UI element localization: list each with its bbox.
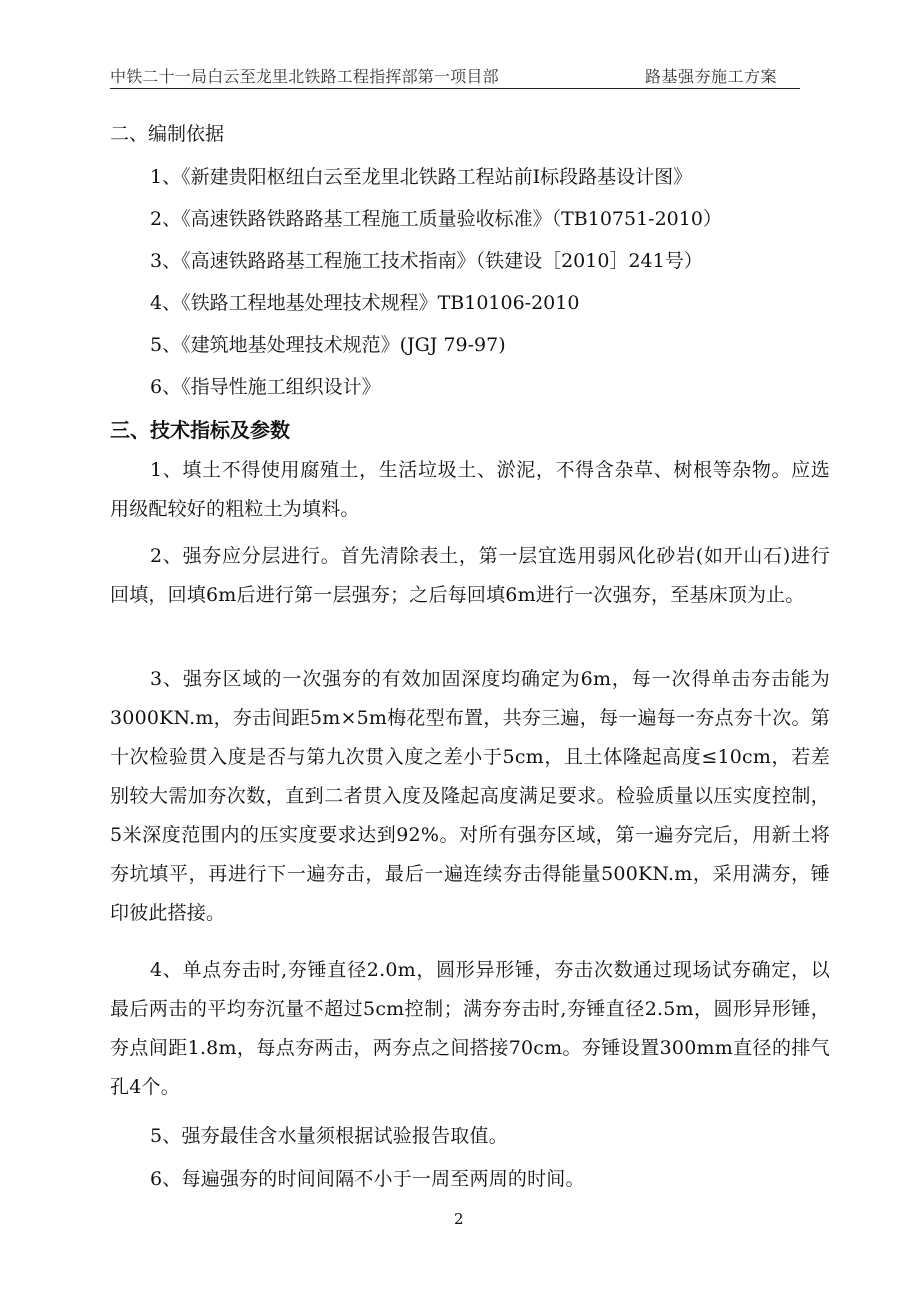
param-paragraph-6: 6、每遍强夯的时间间隔不小于一周至两周的时间。: [150, 1168, 585, 1190]
param-paragraph-4: 4、单点夯击时,夯锤直径2.0m，圆形异形锤，夯击次数通过现场试夯确定，以最后两击的平均夯沉量不超过5cm控制；满夯夯击时,夯锤直径2.5m，圆形异形锤，夯点间距1.8m，每点夯两击，两夯点之间搭接70cm。夯锤设置300mm直径的排气孔4个。: [110, 959, 830, 1098]
param-paragraph-2: 2、强夯应分层进行。首先清除表土，第一层宜选用弱风化砂岩(如开山石)进行回填，回填6m后进行第一层强夯；之后每回填6m进行一次强夯，至基床顶为止。: [110, 545, 830, 606]
basis-item-4: 4、《铁路工程地基处理技术规程》TB10106-2010: [150, 292, 580, 314]
basis-item-6: 6、《指导性施工组织设计》: [150, 376, 381, 398]
header-document-title: 路基强夯施工方案: [645, 67, 778, 86]
param-paragraph-3: 3、强夯区域的一次强夯的有效加固深度均确定为6m，每一次得单击夯击能为3000KN.m，夯击间距5m×5m梅花型布置，共夯三遍，每一遍每一夯点夯十次。第十次检验贯入度是否与第九次贯入度之差小于5cm，且土体隆起高度≤10cm，若差别较大需加夯次数，直到二者贯入度及隆起高度满足要求。检验质量以压实度控制，5米深度范围内的压实度要求达到92%。对所有强夯区域，第一遍夯完后，用新土将夯坑填平，再进行下一遍夯击，最后一遍连续夯击得能量500KN.m，采用满夯，锤印彼此搭接。: [110, 668, 830, 924]
basis-item-1: 1、《新建贵阳枢纽白云至龙里北铁路工程站前Ⅰ标段路基设计图》: [150, 166, 693, 188]
basis-item-2: 2、《高速铁路铁路路基工程施工质量验收标准》（TB10751-2010）: [150, 208, 722, 230]
section2-title: 二、编制依据: [110, 123, 225, 145]
param-paragraph-1: 1、填土不得使用腐殖土，生活垃圾土、淤泥，不得含杂草、树根等杂物。应选用级配较好的粗粒土为填料。: [110, 459, 830, 520]
header-project-name: 中铁二十一局白云至龙里北铁路工程指挥部第一项目部: [110, 67, 499, 86]
basis-item-3: 3、《高速铁路路基工程施工技术指南》（铁建设［2010］241号）: [150, 250, 703, 272]
param-paragraph-5: 5、强夯最佳含水量须根据试验报告取值。: [150, 1125, 508, 1147]
page-header: [110, 62, 800, 89]
page-number: 2: [454, 1210, 464, 1228]
basis-item-5: 5、《建筑地基处理技术规范》(JGJ 79-97): [150, 334, 506, 356]
section3-title: 三、技术指标及参数: [110, 418, 290, 442]
